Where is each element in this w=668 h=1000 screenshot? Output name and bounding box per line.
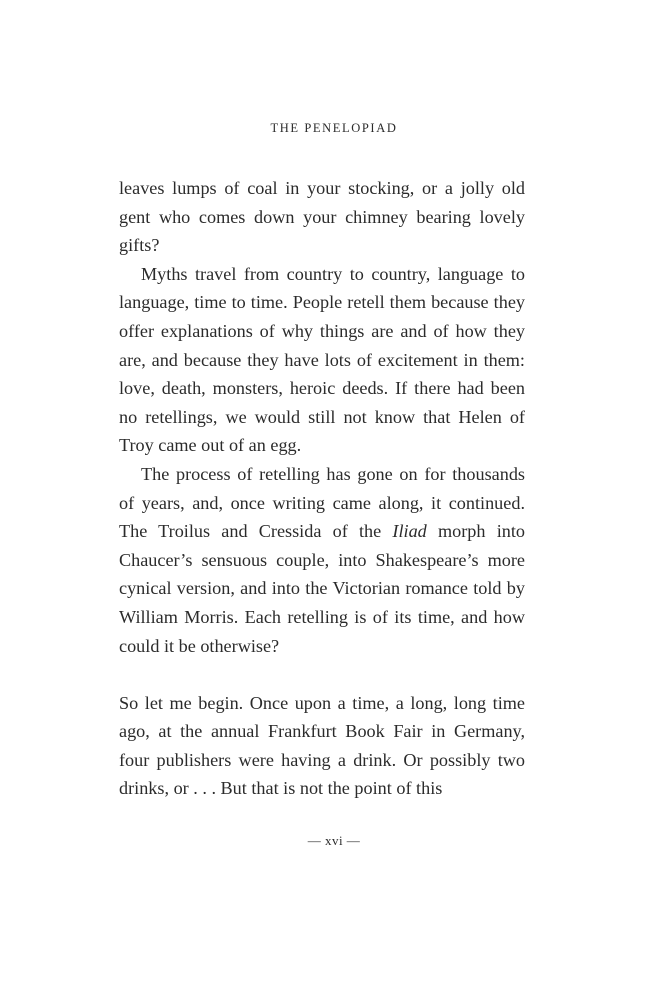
paragraph-1-text: leaves lumps of coal in your stocking, or a jolly old gent who comes down your chimney bearing lovely gifts? bbox=[119, 178, 525, 256]
iliad-title: Iliad bbox=[392, 521, 427, 542]
body-text bbox=[119, 174, 525, 803]
paragraph-myths bbox=[119, 260, 525, 460]
paragraph-2-text: Myths travel from country to country, language to language, time to time. People retell them because they offer explanations of why things are and of how they are, and because they have lots of excitement in them: love, death, monsters, heroic deeds. If there had been no retellings, we would still not know that Helen of Troy came out of an egg. bbox=[119, 263, 525, 456]
paragraph-3-text-a: The process of retelling has gone on for thousands of years, and, once writing came along, it continued. The Troilus and Cressida of the bbox=[119, 463, 525, 542]
page-number: — xvi — bbox=[307, 833, 361, 848]
running-head: THE PENELOPIAD bbox=[270, 121, 398, 135]
paragraph-begin bbox=[119, 689, 525, 803]
paragraph-continued bbox=[119, 174, 525, 260]
paragraph-retelling bbox=[119, 460, 525, 660]
paragraph-4-text: So let me begin. Once upon a time, a long, long time ago, at the annual Frankfurt Book Fair in Germany, four publishers were having a drink. Or possibly two drinks, or . . . But that is not the point of this bbox=[119, 692, 525, 799]
paragraph-3-text-b: morph into Chaucer’s sensuous couple, into Shakespeare’s more cynical version, and into the Victorian romance told by William Morris. Each retelling is of its time, and how could it be otherwise? bbox=[119, 521, 525, 656]
